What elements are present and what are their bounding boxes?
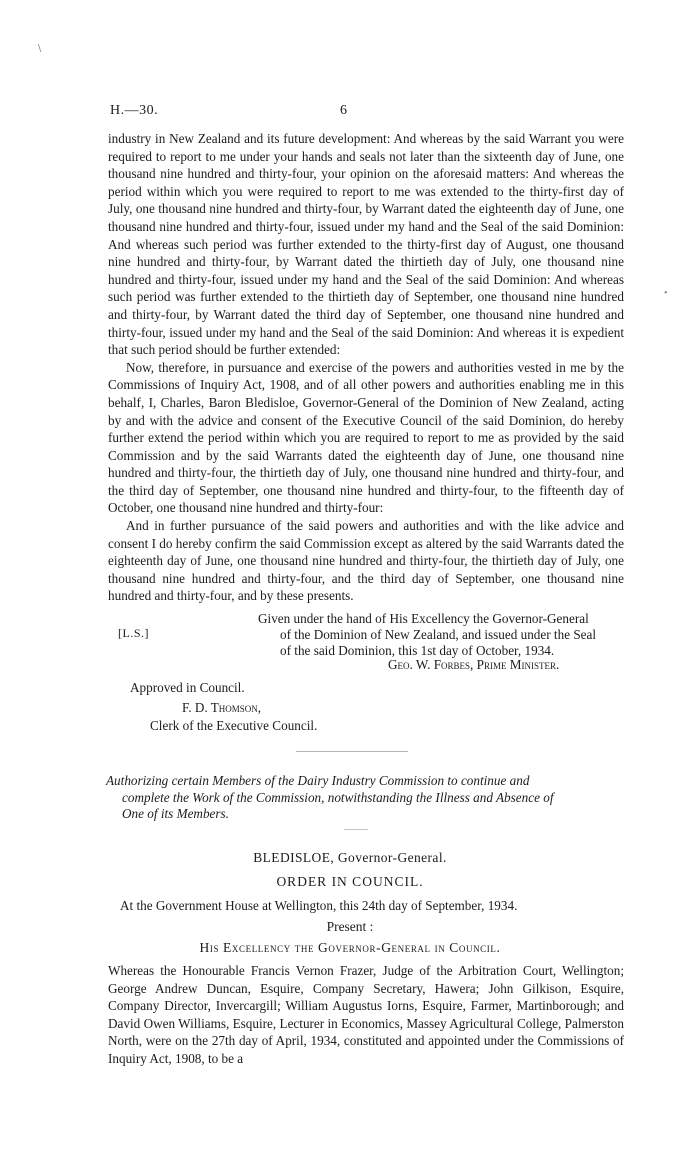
section-divider <box>296 751 408 752</box>
clerk-title: Clerk of the Executive Council. <box>150 718 318 733</box>
paragraph-extension: Now, therefore, in pursuance and exercise of the powers and authorities vested in me by the Commissions of Inquiry Act, 1908, and of all other powers and authorities enabling me in this behalf, I, Charles, Baron Bledisloe, Governor-General of the Dominion of New Zealand, acting by and with the advice and consent of the Executive Council of the said Dominion, do hereby further extend the period within which you are required to report to me as provided by the said Commission and by the said Warrants dated the eighteenth day of June, one thousand nine hundred and thirty-four, the thirtieth day of July, one thousand nine hundred and thirty-four, and the third day of September, one thousand nine hundred and thirty-four, to the fifteenth day of October, one thousand nine hundred and thirty-four: <box>108 359 624 516</box>
title-line: One of its Members. <box>122 806 229 821</box>
title-line: complete the Work of the Commission, notwithstanding the Illness and Absence of <box>122 789 554 805</box>
scan-mark: • <box>664 288 668 299</box>
paragraph-recitals: industry in New Zealand and its future development: And whereas by the said Warrant you were required to report to me under your hands and seals not later than the sixteenth day of June, one thousand nine hundred and thirty-four, your opinion on the aforesaid matters: And whereas the period within which you were required to report to me was extended to the thirty-first day of July, one thousand nine hundred and thirty-four, by Warrant dated the eighteenth day of June, one thousand nine hundred and thirty-four, issued under my hand and the Seal of the said Dominion: And whereas such period was further extended to the thirty-first day of August, one thousand nine hundred and thirty-four, by Warrant dated the thirtieth day of July, one thousand nine hundred and thirty-four, issued under my hand and the Seal of the said Dominion: And whereas such period was further extended to the thirtieth day of September, one thousand nine hundred and thirty-four, by Warrant dated the third day of September, one thousand nine hundred and thirty-four, issued under my hand and the Seal of the said Dominion: And whereas it is expedient that such period should be further extended: <box>108 131 624 358</box>
prime-minister-signature: Geo. W. Forbes, Prime Minister. <box>388 657 560 672</box>
governor-general-line: BLEDISLOE, Governor-General. <box>253 850 447 865</box>
government-house-line: At the Government House at Wellington, this 24th day of September, 1934. <box>120 898 518 913</box>
given-line: Given under the hand of His Excellency the Governor-General <box>258 611 589 626</box>
given-line: of the said Dominion, this 1st day of October, 1934. <box>280 643 555 658</box>
title-line: Authorizing certain Members of the Dairy Industry Commission to continue and <box>106 773 530 788</box>
scan-mark: ∖ <box>36 44 43 55</box>
his-excellency-line: His Excellency the Governor-General in Council. <box>199 940 501 955</box>
present-label: Present : <box>326 919 374 934</box>
whereas-text: Whereas the Honourable Francis Vernon Frazer, Judge of the Arbitration Court, Wellington; George Andrew Duncan, Esquire, Company Secretary, Hawera; John Gilkison, Esquire, Company Director, Invercargill; William Augustus Iorns, Esquire, Farmer, Martinborough; and David Owen Williams, Esquire, Lecturer in Economics, Massey Agricultural College, Palmerston North, were on the 27th day of April, 1934, constituted and appointed under the Commissions of Inquiry Act, 1908, to be a <box>108 963 624 1066</box>
page-number: 6 <box>340 103 347 118</box>
document-reference: H.—30. <box>110 103 159 118</box>
order-subject-title <box>106 773 626 823</box>
paragraph-confirmation: And in further pursuance of the said powers and authorities and with the like advice and consent I do hereby confirm the said Commission except as altered by the said Warrants dated the eighteenth day of June, one thousand nine hundred and thirty-four, the thirtieth day of July, one thousand nine hundred and thirty-four, and the third day of September, one thousand nine hundred and thirty-four, and by these presents. <box>108 518 624 604</box>
short-divider <box>344 829 368 830</box>
approved-in-council: Approved in Council. <box>130 680 245 695</box>
whereas-paragraph <box>108 962 624 1068</box>
seal-mark: [L.S.] <box>118 626 149 640</box>
given-line: of the Dominion of New Zealand, and issued under the Seal <box>280 627 597 642</box>
order-in-council-heading: ORDER IN COUNCIL. <box>276 874 424 889</box>
clerk-name: F. D. Thomson, <box>182 700 262 715</box>
given-under-hand <box>258 611 624 659</box>
warrant-body <box>108 130 624 605</box>
